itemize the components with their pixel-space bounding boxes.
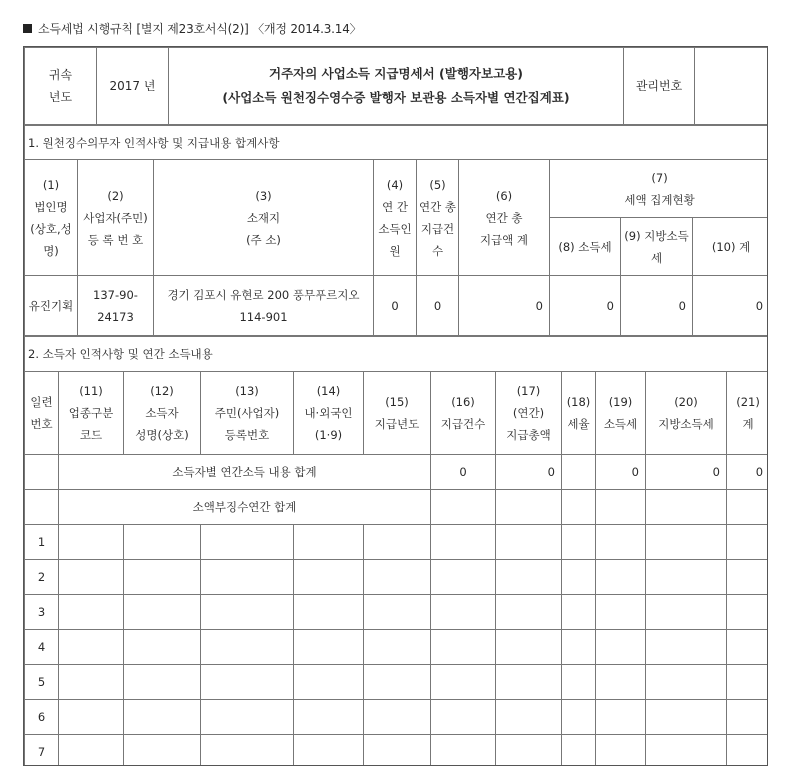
row-cell[interactable] [124,560,201,595]
total-row-amount: 0 [496,455,562,490]
payer-reg-line2: 24173 [80,306,151,328]
h12 [124,372,201,455]
payer-reg-line1: 137-90- [80,284,151,306]
col1-header [25,160,78,276]
col10-header: (10) 계 [693,218,769,276]
col2-header [78,160,154,276]
col5-line3: 수 [419,240,456,262]
payer-address [154,276,374,336]
row-cell[interactable] [124,735,201,766]
row-cell[interactable] [596,630,646,665]
h14 [294,372,364,455]
row-cell[interactable] [562,700,596,735]
table-row [25,595,769,630]
row-cell[interactable] [124,525,201,560]
col2-line2: 등 록 번 호 [80,229,151,251]
h12-line2: 성명(상호) [126,424,198,446]
col7-num: (7) [552,167,767,189]
col1-line3: 명) [27,240,75,262]
row-cell[interactable] [562,595,596,630]
h15-num: (15) [366,391,428,413]
col4-line2: 소득인 [376,218,414,240]
col7-header [550,160,769,218]
row-cell[interactable] [562,735,596,766]
row-cell[interactable] [562,630,596,665]
total-row-local-tax: 0 [646,455,727,490]
h20-num: (20) [648,391,724,413]
mgmt-label: 관리번호 [624,48,695,125]
row-cell[interactable] [727,595,769,630]
total-row-count: 0 [431,455,496,490]
row-cell[interactable] [727,525,769,560]
row-cell[interactable] [646,560,727,595]
h11 [59,372,124,455]
h20-line1: 지방소득세 [648,413,724,435]
payer-total: 0 [459,276,550,336]
col3-num: (3) [156,185,371,207]
row-serial: 7 [25,735,59,766]
row-cell[interactable] [727,560,769,595]
table-row [25,525,769,560]
minor-row-serial [25,490,59,525]
payer-earners: 0 [374,276,417,336]
row-cell[interactable] [431,560,496,595]
row-serial: 1 [25,525,59,560]
h13-line2: 등록번호 [203,424,291,446]
col1-line2: (상호,성 [27,218,75,240]
col3-line2: (주 소) [156,229,371,251]
h-serial [25,372,59,455]
minor-row-cell [562,490,596,525]
row-cell[interactable] [496,665,562,700]
col5-line2: 지급건 [419,218,456,240]
row-cell[interactable] [496,700,562,735]
payer-count: 0 [417,276,459,336]
row-cell[interactable] [431,665,496,700]
row-cell[interactable] [59,525,124,560]
row-cell[interactable] [646,595,727,630]
form-title-1: 거주자의 사업소득 지급명세서 (발행자보고용) [171,62,621,86]
row-cell[interactable] [431,525,496,560]
col4-line3: 원 [376,240,414,262]
col3-header [154,160,374,276]
row-cell[interactable] [364,630,431,665]
row-cell[interactable] [646,735,727,766]
row-cell[interactable] [294,630,364,665]
row-cell[interactable] [596,525,646,560]
h18 [562,372,596,455]
row-cell[interactable] [364,665,431,700]
form-title-cell [169,48,624,125]
row-cell[interactable] [596,735,646,766]
h19-num: (19) [598,391,643,413]
row-cell[interactable] [431,700,496,735]
row-cell[interactable] [364,595,431,630]
col9-line1: (9) 지방소득 [623,225,690,247]
col6-line1: 연간 총 [461,207,547,229]
col5-header [417,160,459,276]
row-cell[interactable] [364,525,431,560]
h18-num: (18) [564,391,593,413]
col8-header: (8) 소득세 [550,218,621,276]
row-cell[interactable] [496,560,562,595]
col1-num: (1) [27,174,75,196]
row-cell[interactable] [727,665,769,700]
row-cell[interactable] [201,630,294,665]
minor-row-cell [727,490,769,525]
col4-num: (4) [376,174,414,196]
total-row-rate [562,455,596,490]
minor-row-label: 소액부징수연간 합계 [59,490,431,525]
total-row-income-tax: 0 [596,455,646,490]
h19 [596,372,646,455]
h-serial-line2: 번호 [27,413,56,435]
row-cell[interactable] [646,525,727,560]
h20 [646,372,727,455]
total-row-label: 소득자별 연간소득 내용 합계 [59,455,431,490]
row-cell[interactable] [727,630,769,665]
row-serial: 5 [25,665,59,700]
h16-line1: 지급건수 [433,413,493,435]
col2-num: (2) [80,185,151,207]
row-cell[interactable] [562,560,596,595]
payer-sum: 0 [693,276,769,336]
form-header-text: 소득세법 시행규칙 [별지 제23호서식(2)] 〈개정 2014.3.14〉 [38,22,361,36]
row-cell[interactable] [646,630,727,665]
row-cell[interactable] [431,595,496,630]
square-bullet-icon [23,24,32,33]
row-cell[interactable] [431,630,496,665]
row-cell[interactable] [364,560,431,595]
year-label-1: 귀속 [27,64,94,86]
section1-table [24,125,768,336]
row-cell[interactable] [294,560,364,595]
row-serial: 4 [25,630,59,665]
row-cell[interactable] [201,525,294,560]
row-cell[interactable] [496,595,562,630]
row-cell[interactable] [294,665,364,700]
col9-line2: 세 [623,247,690,269]
h12-line1: 소득자 [126,402,198,424]
row-cell[interactable] [201,595,294,630]
row-cell[interactable] [646,700,727,735]
row-serial: 2 [25,560,59,595]
row-cell[interactable] [727,735,769,766]
col5-num: (5) [419,174,456,196]
payer-address-line1: 경기 김포시 유현로 200 풍무푸르지오 [156,284,371,306]
form-frame [23,46,768,766]
col1-line1: 법인명 [27,196,75,218]
h11-line1: 업종구분 [61,402,121,424]
col4-header [374,160,417,276]
h15 [364,372,431,455]
data-rows [25,525,769,766]
row-cell[interactable] [124,630,201,665]
title-table [24,47,768,125]
row-serial: 3 [25,595,59,630]
h11-line2: 코드 [61,424,121,446]
table-row [25,700,769,735]
h15-line1: 지급년도 [366,413,428,435]
h12-num: (12) [126,380,198,402]
h16 [431,372,496,455]
row-cell[interactable] [59,665,124,700]
col6-line2: 지급액 계 [461,229,547,251]
row-cell[interactable] [294,700,364,735]
row-cell[interactable] [124,595,201,630]
h17-line2: 지급총액 [498,424,559,446]
minor-row-cell [596,490,646,525]
row-cell[interactable] [59,595,124,630]
row-cell[interactable] [596,700,646,735]
year-value: 2017 년 [97,48,169,125]
total-row-serial [25,455,59,490]
h19-line1: 소득세 [598,413,643,435]
minor-row-cell [646,490,727,525]
section1-title: 1. 원천징수의무자 인적사항 및 지급내용 합계사항 [25,126,769,160]
col7-line1: 세액 집계현황 [552,189,767,211]
col6-header [459,160,550,276]
table-row [25,735,769,766]
section2-title: 2. 소득자 인적사항 및 연간 소득내용 [25,337,769,372]
payer-reg-number [78,276,154,336]
h21-line1: 계 [729,413,767,435]
h18-line1: 세율 [564,413,593,435]
row-cell[interactable] [124,665,201,700]
form-title-2: (사업소득 원천징수영수증 발행자 보관용 소득자별 연간집계표) [171,86,621,110]
row-serial: 6 [25,700,59,735]
row-cell[interactable] [294,595,364,630]
row-cell[interactable] [496,630,562,665]
col5-line1: 연간 총 [419,196,456,218]
row-cell[interactable] [201,700,294,735]
payer-income-tax: 0 [550,276,621,336]
table-row [25,560,769,595]
row-cell[interactable] [364,700,431,735]
col4-line1: 연 간 [376,196,414,218]
col9-header [621,218,693,276]
year-label-2: 년도 [27,86,94,108]
row-cell[interactable] [364,735,431,766]
table-row [25,665,769,700]
payer-local-tax: 0 [621,276,693,336]
row-cell[interactable] [562,665,596,700]
h17-num: (17) [498,380,559,402]
row-cell[interactable] [201,560,294,595]
row-cell[interactable] [596,560,646,595]
h17-line1: (연간) [498,402,559,424]
h11-num: (11) [61,380,121,402]
row-cell[interactable] [59,560,124,595]
h17 [496,372,562,455]
minor-row-cell [431,490,496,525]
row-cell[interactable] [59,735,124,766]
row-cell[interactable] [562,525,596,560]
row-cell[interactable] [294,735,364,766]
payer-name: 유진기획 [25,276,78,336]
minor-row-cell [496,490,562,525]
row-cell[interactable] [59,630,124,665]
h21-num: (21) [729,391,767,413]
col3-line1: 소재지 [156,207,371,229]
row-cell[interactable] [124,700,201,735]
row-cell[interactable] [727,700,769,735]
row-cell[interactable] [294,525,364,560]
h14-line1: 내·외국인 [296,402,361,424]
col2-line1: 사업자(주민) [80,207,151,229]
year-label-cell [25,48,97,125]
h13-line1: 주민(사업자) [203,402,291,424]
h16-num: (16) [433,391,493,413]
form-header [23,20,361,37]
row-cell[interactable] [596,665,646,700]
total-row-sum: 0 [727,455,769,490]
h13 [201,372,294,455]
col6-num: (6) [461,185,547,207]
row-cell[interactable] [496,735,562,766]
h-serial-line1: 일련 [27,391,56,413]
row-cell[interactable] [431,735,496,766]
h14-num: (14) [296,380,361,402]
row-cell[interactable] [201,735,294,766]
h21 [727,372,769,455]
row-cell[interactable] [646,665,727,700]
row-cell[interactable] [496,525,562,560]
mgmt-value [695,48,769,125]
row-cell[interactable] [596,595,646,630]
section2-table [24,336,768,766]
row-cell[interactable] [201,665,294,700]
h14-line2: (1·9) [296,424,361,446]
payer-address-line2: 114-901 [156,306,371,328]
table-row [25,630,769,665]
h13-num: (13) [203,380,291,402]
row-cell[interactable] [59,700,124,735]
